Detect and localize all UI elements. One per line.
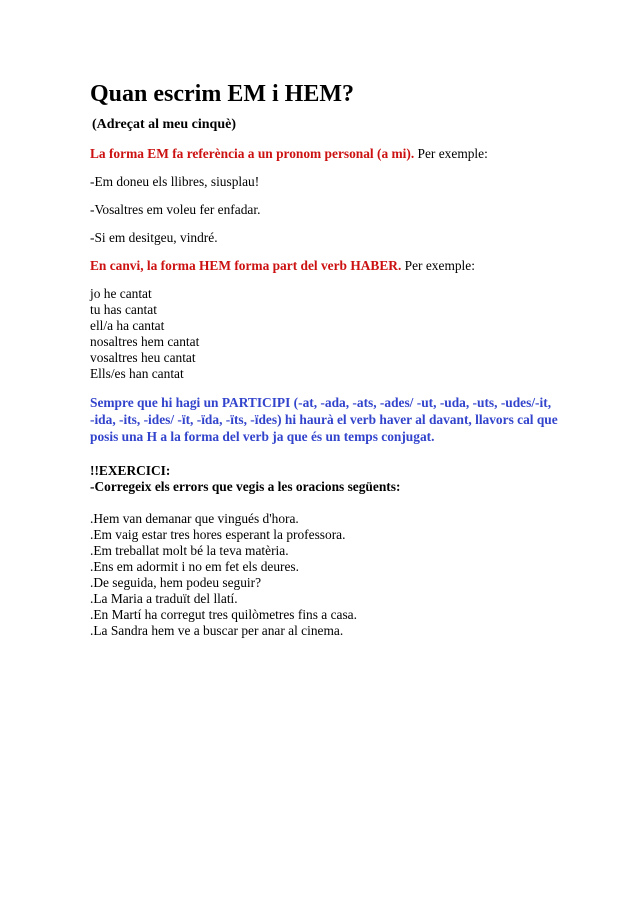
exercise-sentence: .Em vaig estar tres hores esperant la professora. [90, 527, 346, 542]
hem-rule-suffix: Per exemple: [401, 258, 475, 273]
exercise-sentence-list [90, 511, 590, 639]
conjugation-item: tu has cantat [90, 302, 157, 317]
exercise-heading: !!EXERCICI: [90, 463, 171, 478]
participle-rule-line: Sempre que hi hagi un PARTICIPI (-at, -ada, -ats, -ades/ -ut, -uda, -uts, -udes/-it, [90, 395, 552, 410]
em-example: -Si em desitgeu, vindré. [90, 230, 218, 245]
em-rule-highlight: La forma EM fa referència a un pronom personal (a mi). [90, 146, 415, 161]
exercise-sentence: .Hem van demanar que vingués d'hora. [90, 511, 299, 526]
participle-rule [90, 394, 590, 445]
exercise-instruction: -Corregeix els errors que vegis a les oracions següents: [90, 479, 401, 494]
participle-rule-line: posis una H a la forma del verb ja que és un temps conjugat. [90, 429, 435, 444]
page-title: Quan escrim EM i HEM? [90, 81, 354, 107]
document-page [90, 80, 590, 639]
conjugation-item: jo he cantat [90, 286, 152, 301]
em-example: -Em doneu els llibres, siusplau! [90, 174, 260, 189]
exercise-sentence: .La Maria a traduït del llatí. [90, 591, 238, 606]
participle-rule-line: -ida, -its, -ides/ -ït, -ïda, -ïts, -ïdes) hi haurà el verb haver al davant, llavors cal que [90, 412, 558, 427]
exercise-header [90, 463, 590, 495]
exercise-sentence: .Ens em adormit i no em fet els deures. [90, 559, 299, 574]
conjugation-item: nosaltres hem cantat [90, 334, 200, 349]
exercise-sentence: .Em treballat molt bé la teva matèria. [90, 543, 289, 558]
hem-rule-highlight: En canvi, la forma HEM forma part del verb HABER. [90, 258, 402, 273]
conjugation-list [90, 286, 590, 382]
conjugation-item: ell/a ha cantat [90, 318, 165, 333]
page-subtitle: (Adreçat al meu cinquè) [92, 117, 236, 132]
em-example: -Vosaltres em voleu fer enfadar. [90, 202, 261, 217]
exercise-sentence: .De seguida, hem podeu seguir? [90, 575, 262, 590]
exercise-sentence: .La Sandra hem ve a buscar per anar al cinema. [90, 623, 344, 638]
hem-rule-paragraph [90, 258, 590, 274]
conjugation-item: Ells/es han cantat [90, 366, 184, 381]
conjugation-item: vosaltres heu cantat [90, 350, 196, 365]
exercise-sentence: .En Martí ha corregut tres quilòmetres fins a casa. [90, 607, 357, 622]
em-rule-paragraph [90, 146, 590, 162]
em-rule-suffix: Per exemple: [414, 146, 488, 161]
